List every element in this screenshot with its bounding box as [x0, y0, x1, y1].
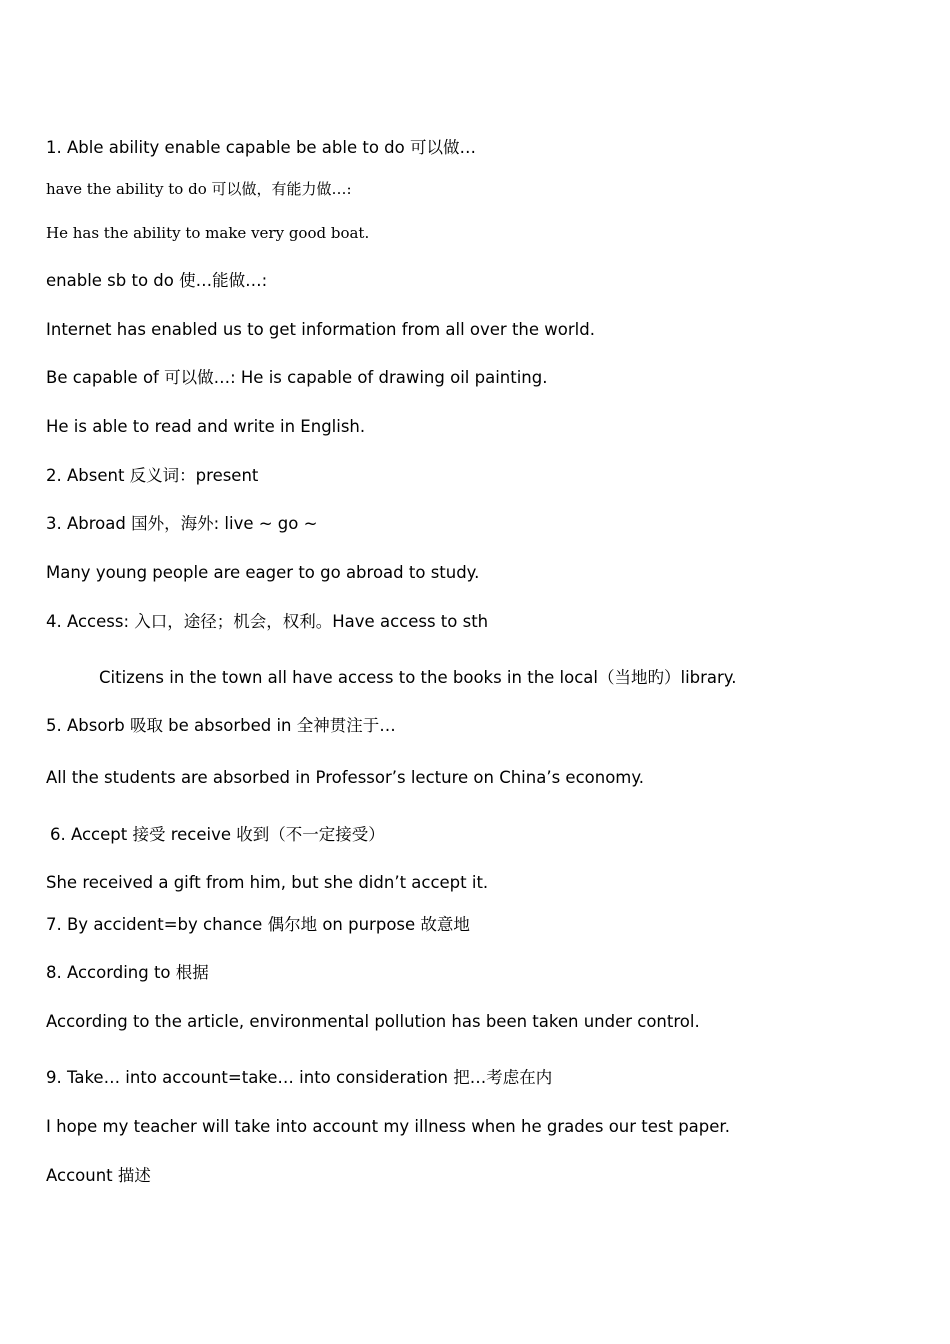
entry-1-heading: 1. Able ability enable capable be able to do 可以做…: [46, 138, 476, 157]
entry-9-heading: 9. Take… into account=take… into consideration 把…考虑在内: [46, 1068, 553, 1087]
entry-6-heading: 6. Accept 接受 receive 收到（不一定接受）: [50, 825, 385, 844]
entry-7-heading: 7. By accident=by chance 偶尔地 on purpose 故意地: [46, 915, 470, 934]
entry-3-heading: 3. Abroad 国外，海外: live ~ go ~: [46, 514, 318, 533]
entry-1-phrase: have the ability to do 可以做，有能力做…:: [46, 180, 352, 198]
entry-5-example: All the students are absorbed in Professor’s lecture on China’s economy.: [46, 768, 645, 787]
entry-5-heading: 5. Absorb 吸取 be absorbed in 全神贯注于…: [46, 716, 396, 735]
entry-2-heading: 2. Absent 反义词：present: [46, 466, 259, 485]
entry-1-phrase-enable: enable sb to do 使…能做…:: [46, 271, 268, 290]
entry-9-account: Account 描述: [46, 1166, 151, 1185]
entry-1-example-able: He is able to read and write in English.: [46, 417, 366, 436]
entry-8-heading: 8. According to 根据: [46, 963, 209, 982]
entry-9-example: I hope my teacher will take into account my illness when he grades our test paper.: [46, 1117, 730, 1136]
entry-4-heading: 4. Access: 入口，途径；机会，权利。Have access to sth: [46, 612, 489, 631]
entry-1-example-enable: Internet has enabled us to get information from all over the world.: [46, 320, 595, 339]
entry-6-example: She received a gift from him, but she didn’t accept it.: [46, 873, 489, 892]
entry-1-example: He has the ability to make very good boat.: [46, 224, 370, 242]
entry-1-capable: Be capable of 可以做…: He is capable of drawing oil painting.: [46, 368, 548, 387]
entry-3-example: Many young people are eager to go abroad to study.: [46, 563, 480, 582]
entry-8-example: According to the article, environmental pollution has been taken under control.: [46, 1012, 700, 1031]
entry-4-example: Citizens in the town all have access to the books in the local（当地旳）library.: [99, 668, 737, 687]
